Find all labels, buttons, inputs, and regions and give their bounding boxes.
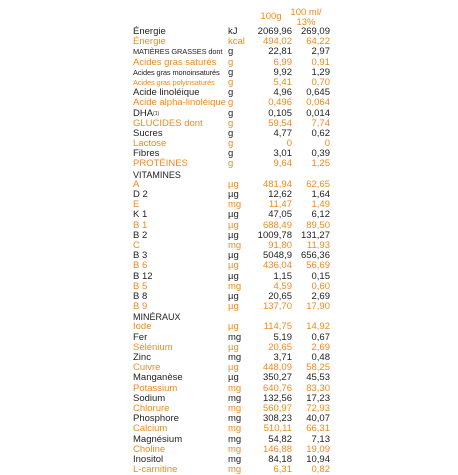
nutrient-label-text: Sodium xyxy=(133,392,166,404)
nutrient-unit: mg xyxy=(228,352,242,363)
value-per-100g: 22,81 xyxy=(268,46,292,58)
value-per-100g: 688,49 xyxy=(262,219,292,231)
value-per-100ml: 6,12 xyxy=(311,209,330,221)
value-per-100g: 6,99 xyxy=(273,56,292,68)
value-per-100g: 2069,96 xyxy=(257,26,292,37)
value-per-100g: 5048,9 xyxy=(262,250,292,262)
nutrient-label-text: Fibres xyxy=(133,148,160,160)
nutrient-label-text: B 2 xyxy=(133,229,148,241)
value-per-100g: 20,65 xyxy=(268,290,292,302)
value-per-100g: 3,71 xyxy=(273,352,292,363)
value-per-100ml: 0,064 xyxy=(306,97,330,109)
nutrition-rows xyxy=(0,27,458,475)
value-per-100g: 4,59 xyxy=(273,280,292,292)
value-per-100ml: 0,48 xyxy=(311,352,330,363)
nutrient-label xyxy=(133,302,225,312)
nutrient-unit: µg xyxy=(228,362,239,374)
value-per-100ml: 0,91 xyxy=(311,56,330,68)
nutrient-label-text: B 3 xyxy=(133,250,148,262)
value-per-100ml: 7,13 xyxy=(311,433,330,445)
nutrient-label-text: Zinc xyxy=(133,352,151,363)
value-per-100ml: 1,64 xyxy=(311,189,330,200)
nutrient-unit: mg xyxy=(228,464,242,475)
nutrient-unit: µg xyxy=(228,178,239,190)
nutrient-unit: mg xyxy=(228,453,242,465)
nutrient-label-text: B 8 xyxy=(133,290,148,302)
nutrient-unit: g xyxy=(228,117,234,129)
value-per-100g: 54,82 xyxy=(268,433,292,445)
nutrient-unit: mg xyxy=(228,423,242,435)
nutrient-row xyxy=(0,302,458,312)
nutrient-label-text: B 9 xyxy=(133,301,148,313)
value-per-100ml: 0,15 xyxy=(311,270,330,282)
nutrient-unit: µg xyxy=(228,372,239,384)
nutrient-unit: g xyxy=(228,158,234,170)
nutrient-unit: mg xyxy=(228,239,242,251)
nutrient-label xyxy=(133,68,225,78)
value-per-100ml: 72,93 xyxy=(306,402,330,414)
column-header-100ml-line1: 100 ml/ xyxy=(290,7,322,18)
value-per-100g: 1009,78 xyxy=(257,229,292,241)
value-per-100ml: 656,36 xyxy=(300,250,330,262)
value-per-100g: 6,31 xyxy=(273,464,292,475)
value-per-100ml: 58,25 xyxy=(306,362,330,374)
value-per-100ml: 7,74 xyxy=(311,117,330,129)
value-per-100g: 436,04 xyxy=(262,260,292,272)
nutrient-row xyxy=(0,261,458,271)
nutrient-label xyxy=(133,159,225,169)
value-per-100ml: 0,60 xyxy=(311,280,330,292)
value-per-100g: 494,02 xyxy=(262,36,292,48)
nutrient-label-text: Énergie xyxy=(133,36,166,48)
nutrient-unit: µg xyxy=(228,301,239,313)
nutrient-unit: g xyxy=(228,76,234,88)
value-per-100ml: 0,82 xyxy=(311,464,330,475)
nutrient-label-text: Manganèse xyxy=(133,372,183,384)
nutrient-label xyxy=(133,190,225,200)
nutrient-label-text: VITAMINES xyxy=(133,169,181,180)
nutrient-label-text: B 6 xyxy=(133,260,148,272)
value-per-100g: 11,47 xyxy=(268,199,292,211)
value-per-100g: 0,105 xyxy=(268,107,292,119)
value-per-100ml: 2,69 xyxy=(311,341,330,353)
nutrient-label-text: MINÉRAUX xyxy=(133,312,181,323)
nutrient-label-text: L-carnitine xyxy=(133,464,178,475)
nutrient-label-text: E xyxy=(133,199,140,211)
value-per-100g: 3,01 xyxy=(273,148,292,160)
value-per-100g: 114,75 xyxy=(263,321,292,333)
nutrient-label xyxy=(133,37,225,47)
value-per-100g: 132,56 xyxy=(262,392,292,404)
value-per-100ml: 1,29 xyxy=(311,66,330,78)
value-per-100g: 84,18 xyxy=(268,453,292,465)
value-per-100ml: 89,50 xyxy=(306,219,330,231)
value-per-100g: 4,96 xyxy=(273,87,292,99)
nutrient-label xyxy=(133,170,225,180)
nutrient-row xyxy=(0,98,458,108)
value-per-100g: 0 xyxy=(286,138,292,150)
value-per-100g: 146,88 xyxy=(262,443,292,455)
value-per-100ml: 0,39 xyxy=(311,148,330,160)
nutrient-unit: mg xyxy=(228,280,242,292)
value-per-100g: 308,23 xyxy=(262,413,292,425)
nutrient-label xyxy=(133,231,225,241)
value-per-100ml: 11,93 xyxy=(306,239,330,251)
value-per-100ml: 45,53 xyxy=(306,372,330,384)
nutrient-label-text: DHA xyxy=(133,107,154,119)
nutrient-unit: mg xyxy=(228,413,242,425)
value-per-100g: 20,65 xyxy=(268,341,292,353)
value-per-100g: 5,19 xyxy=(273,331,292,343)
nutrient-unit: g xyxy=(228,107,234,119)
value-per-100ml: 0,67 xyxy=(311,331,330,343)
nutrient-label-text: Acides gras polyinsaturés xyxy=(133,77,215,87)
nutrient-unit: mg xyxy=(228,199,242,211)
nutrient-unit: g xyxy=(228,138,234,150)
value-per-100g: 12,62 xyxy=(268,189,292,200)
value-per-100ml: 40,07 xyxy=(306,413,330,425)
nutrient-row xyxy=(0,424,458,434)
nutrient-unit: µg xyxy=(228,189,239,200)
nutrient-unit: g xyxy=(228,127,234,139)
nutrient-unit: kJ xyxy=(228,26,238,37)
nutrient-unit: µg xyxy=(228,321,239,333)
nutrient-unit: g xyxy=(228,66,234,78)
value-per-100g: 481,94 xyxy=(262,178,292,190)
nutrient-label-text: Chlorure xyxy=(133,402,170,414)
value-per-100ml: 14,92 xyxy=(306,321,330,333)
value-per-100g: 448,09 xyxy=(262,362,292,374)
value-per-100g: 0,496 xyxy=(268,97,292,109)
nutrient-label-text: Lactose xyxy=(133,138,167,150)
nutrient-label-text: Sélénium xyxy=(133,341,173,353)
value-per-100ml: 66,31 xyxy=(306,423,330,435)
value-per-100ml: 0,014 xyxy=(306,107,330,119)
nutrient-label-text: Inositol xyxy=(133,453,164,465)
value-per-100g: 9,92 xyxy=(273,66,292,78)
column-header-100g-label: 100g xyxy=(260,11,282,22)
value-per-100g: 137,70 xyxy=(262,301,292,313)
nutrient-unit: µg xyxy=(228,219,239,231)
nutrient-label-text: MATIÈRES GRASSES dont xyxy=(133,47,223,57)
value-per-100ml: 0 xyxy=(324,138,330,150)
nutrient-label-text: A xyxy=(133,178,140,190)
nutrient-label-text: K 1 xyxy=(133,209,148,221)
nutrient-label-text: Fer xyxy=(133,331,148,343)
value-per-100g: 560,97 xyxy=(262,402,292,414)
nutrient-unit: g xyxy=(228,97,234,109)
nutrient-label-text: C xyxy=(133,239,140,251)
nutrient-unit: µg xyxy=(228,260,239,272)
nutrient-label-text: B 12 xyxy=(133,270,153,282)
nutrient-unit: mg xyxy=(228,402,242,414)
nutrient-unit: µg xyxy=(228,209,239,221)
nutrient-label xyxy=(133,465,225,475)
value-per-100ml: 2,69 xyxy=(311,290,330,302)
nutrient-unit: mg xyxy=(228,331,242,343)
value-per-100ml: 19,09 xyxy=(306,443,330,455)
value-per-100ml: 0,645 xyxy=(306,87,330,99)
value-per-100ml: 2,97 xyxy=(311,46,330,58)
nutrient-label-text: B 5 xyxy=(133,280,148,292)
value-per-100g: 510,11 xyxy=(263,423,292,435)
value-per-100ml: 83,30 xyxy=(306,382,330,394)
nutrient-unit: g xyxy=(228,148,234,160)
nutrient-unit: g xyxy=(228,46,234,58)
value-per-100g: 59,54 xyxy=(268,117,292,129)
nutrient-row xyxy=(0,465,458,475)
footnote-marker: (1) xyxy=(153,110,160,117)
nutrient-unit: mg xyxy=(228,443,242,455)
nutrient-unit: µg xyxy=(228,290,239,302)
value-per-100g: 1,15 xyxy=(273,270,292,282)
value-per-100ml: 10,94 xyxy=(306,453,330,465)
nutrient-unit: kcal xyxy=(228,36,245,48)
nutrient-label-text: Acide alpha-linoléique xyxy=(133,97,226,109)
value-per-100ml: 269,09 xyxy=(300,26,330,37)
value-per-100g: 4,77 xyxy=(273,127,292,139)
nutrient-label-text: B 1 xyxy=(133,219,148,231)
value-per-100ml: 131,27 xyxy=(300,229,330,241)
value-per-100ml: 64,22 xyxy=(306,36,330,48)
nutrient-label-text: Acides gras monoinsaturés xyxy=(133,67,220,77)
nutrient-unit: g xyxy=(228,56,234,68)
nutrient-label-text: Potassium xyxy=(133,382,178,394)
nutrient-unit: mg xyxy=(228,382,242,394)
nutrient-label-text: Magnésium xyxy=(133,433,183,445)
nutrient-label-text: Sucres xyxy=(133,127,163,139)
value-per-100ml: 1,25 xyxy=(311,158,330,170)
value-per-100g: 640,76 xyxy=(262,382,292,394)
nutrient-label-text: Acides gras saturés xyxy=(133,56,217,68)
nutrient-unit: µg xyxy=(228,229,239,241)
nutrient-unit: mg xyxy=(228,433,242,445)
nutrient-row xyxy=(0,159,458,169)
value-per-100g: 47,05 xyxy=(268,209,292,221)
column-header-100ml xyxy=(284,8,328,28)
nutrient-label-text: Phosphore xyxy=(133,413,179,425)
nutrient-label-text: Choline xyxy=(133,443,166,455)
value-per-100ml: 1,49 xyxy=(311,199,330,211)
value-per-100g: 350,27 xyxy=(262,372,292,384)
column-header-100ml-line2: 13% xyxy=(296,17,316,28)
value-per-100ml: 0,62 xyxy=(311,127,330,139)
nutrient-label xyxy=(133,58,225,68)
nutrient-label-text: D 2 xyxy=(133,189,148,200)
nutrient-unit: µg xyxy=(228,270,239,282)
value-per-100ml: 56,69 xyxy=(306,260,330,272)
nutrient-label-text: Iode xyxy=(133,321,152,333)
value-per-100g: 5,41 xyxy=(273,76,292,88)
value-per-100ml: 62,65 xyxy=(306,178,330,190)
value-per-100ml: 0,70 xyxy=(311,76,330,88)
value-per-100ml: 17,23 xyxy=(306,392,330,404)
nutrient-label-text: PROTÉINES xyxy=(133,158,188,170)
value-per-100g: 91,80 xyxy=(268,239,292,251)
nutrient-label-text: GLUCIDES dont xyxy=(133,117,203,129)
nutrient-label-text: Cuivre xyxy=(133,362,161,374)
nutrient-unit: g xyxy=(228,87,234,99)
nutrient-label-text: Calcium xyxy=(133,423,168,435)
nutrient-unit: mg xyxy=(228,392,242,404)
nutrient-label-text: Énergie xyxy=(133,26,166,37)
value-per-100g: 9,64 xyxy=(273,158,292,170)
nutrient-row xyxy=(0,455,458,465)
nutrient-label-text: Acide linoléique xyxy=(133,87,200,99)
nutrient-unit: µg xyxy=(228,250,239,262)
nutrient-unit: µg xyxy=(228,341,239,353)
value-per-100ml: 17,90 xyxy=(306,301,330,313)
